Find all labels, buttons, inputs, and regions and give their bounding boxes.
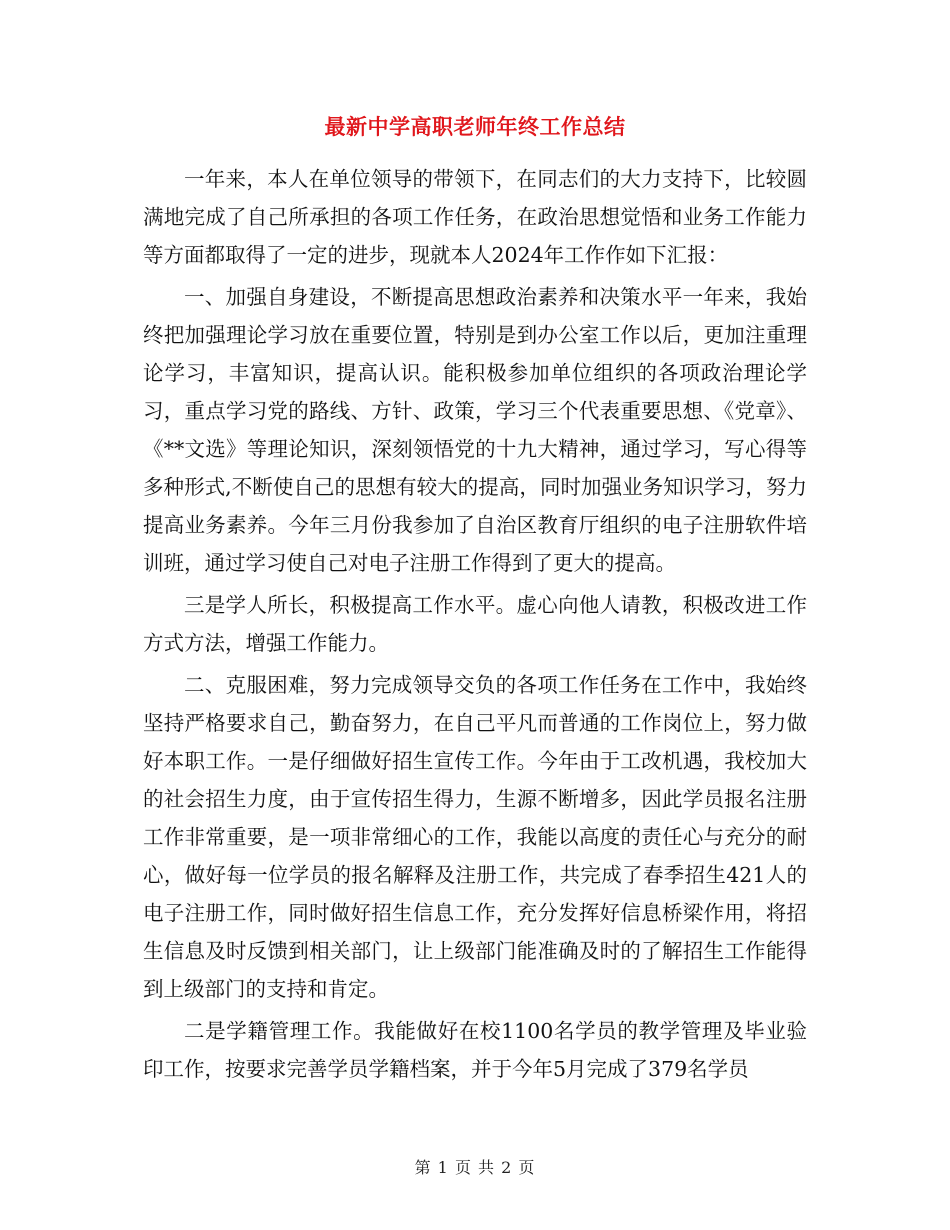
paragraph-intro: 一年来，本人在单位领导的带领下，在同志们的大力支持下，比较圆满地完成了自己所承担的各项工作任务，在政治思想觉悟和业务工作能力等方面都取得了一定的进步，现就本人2024年工作作如下汇报： <box>143 167 807 267</box>
paragraph-learn-from-others: 三是学人所长，积极提高工作水平。虚心向他人请教，积极改进工作方式方法，增强工作能力。 <box>143 593 807 655</box>
document-title: 最新中学高职老师年终工作总结 <box>324 115 626 139</box>
page-number-footer: 第 1 页 共 2 页 <box>414 1158 536 1177</box>
paragraph-overcome-difficulties: 二、克服困难，努力完成领导交负的各项工作任务在工作中，我始终坚持严格要求自己，勤奋努力，在自己平凡而普通的工作岗位上，努力做好本职工作。一是仔细做好招生宣传工作。今年由于工改机遇，我校加大的社会招生力度，由于宣传招生得力，生源不断增多，因此学员报名注册工作非常重要，是一项非常细心的工作，我能以高度的责任心与充分的耐心，做好每一位学员的报名解释及注册工作，共完成了春季招生421人的电子注册工作，同时做好招生信息工作，充分发挥好信息桥梁作用，将招生信息及时反馈到相关部门，让上级部门能准确及时的了解招生工作能得到上级部门的支持和肯定。 <box>143 673 807 1001</box>
paragraph-self-building: 一、加强自身建设，不断提高思想政治素养和决策水平一年来，我始终把加强理论学习放在重要位置，特别是到办公室工作以后，更加注重理论学习，丰富知识，提高认识。能积极参加单位组织的各项政治理论学习，重点学习党的路线、方针、政策，学习三个代表重要思想、《党章》、《**文选》等理论知识，深刻领悟党的十九大精神，通过学习，写心得等多种形式,不断使自己的思想有较大的提高，同时加强业务知识学习，努力提高业务素养。今年三月份我参加了自治区教育厅组织的电子注册软件培训班，通过学习使自己对电子注册工作得到了更大的提高。 <box>143 285 807 575</box>
document-body <box>143 160 807 1092</box>
paragraph-student-records: 二是学籍管理工作。我能做好在校1100名学员的教学管理及毕业验印工作，按要求完善学员学籍档案，并于今年5月完成了379名学员 <box>143 1019 807 1081</box>
